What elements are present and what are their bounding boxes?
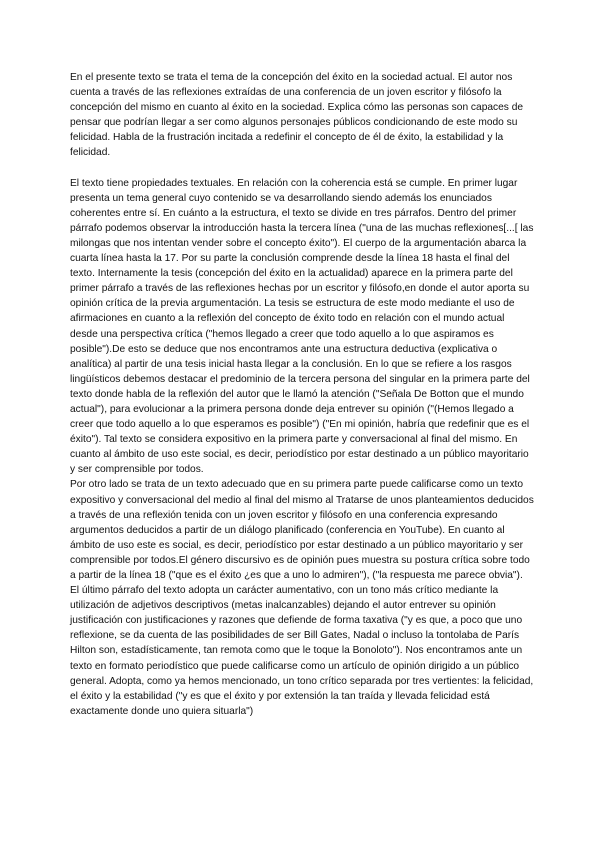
paragraph-spacer bbox=[70, 161, 534, 176]
paragraph-final-analysis: El último párrafo del texto adopta un carácter aumentativo, con un tono más crítico mediante la utilización de adjetivos descriptivos (metas inalcanzables) dejando el autor entrever su opinión justificación con justificaciones y razones que defiende de forma taxativa ("y es que, a poco que uno reflexione, se da cuenta de las posibilidades de ser Bill Gates, Nadal o incluso la tontolaba de París Hilton son, estadísticamente, tan remota como que le toque la Bonoloto"). Nos encontramos ante un texto en formato periodístico que puede calificarse como un artículo de opinión dirigido a un público general. Adopta, como ya hemos mencionado, un tono crítico separada por tres vertientes: la felicidad, el éxito y la estabilidad ("y es que el éxito y por extensión la tan traída y llevada felicidad está exactamente donde uno quiera situarla") bbox=[70, 585, 534, 717]
paragraph-textual-properties: El texto tiene propiedades textuales. En relación con la coherencia está se cumple. En primer lugar presenta un tema general cuyo contenido se va desarrollando siendo además los enunciados coherentes entre sí. En cuánto a la estructura, el texto se divide en tres párrafos. Dentro del primer párrafo podemos observar la introducción hasta la tercera línea ("una de las muchas reflexiones[...[ las milongas que nos intentan vender sobre el concepto éxito"). El cuerpo de la argumentación abarca la cuarta línea hasta la 17. Por su parte la conclusión comprende desde la línea 18 hasta el final del texto. Internamente la tesis (concepción del éxito en la actualidad) aparece en la primera parte del primer párrafo a través de las reflexiones hechas por un escritor y filósofo,en donde el autor aporta su opinión crítica de la previa argumentación. La tesis se estructura de este modo mediante el uso de afirmaciones en cuanto a la reflexión del concepto de éxito todo en relación con el mundo actual desde una perspectiva crítica ("hemos llegado a creer que todo aquello a lo que aspiramos es posible").De esto se deduce que nos encontramos ante una estructura deductiva (explicativa o analítica) al partir de una tesis inicial hasta llegar a la conclusión. En lo que se refiere a los rasgos lingüísticos debemos destacar el predominio de la tercera persona del singular en la primera parte del texto donde habla de la reflexión del autor que le llamó la atención ("Señala De Botton que el mundo actual"), para evolucionar a la primera persona donde deja entrever su opinión ("(Hemos llegado a creer que todo aquello a lo que esperamos es posible") ("En mi opinión, habría que redefinir que es el éxito"). Tal texto se considera expositivo en la primera parte y conversacional al final del mismo. En cuanto al ámbito de uso este social, es decir, periodístico por estar destinado a un público mayoritario y ser comprensible por todos. bbox=[70, 177, 534, 476]
paragraph-adequacy: Por otro lado se trata de un texto adecuado que en su primera parte puede calificarse como un texto expositivo y conversacional del medio al final del mismo al Tratarse de unos planteamientos deducidos a través de una reflexión tenida con un joven escritor y filósofo en una conferencia expresando argumentos deducidos a partir de un diálogo planificado (conferencia en YouTube). En cuanto al ámbito de uso este es social, es decir, periodístico por estar destinado a un público mayoritario y ser comprensible por todos.El género discursivo es de opinión pues muestra su postura crítica sobre todo a partir de la línea 18 ("que es el éxito ¿es que a uno lo admiren"), ("la respuesta me parece obvia"). bbox=[70, 479, 534, 581]
paragraph-summary: En el presente texto se trata el tema de la concepción del éxito en la sociedad actual. El autor nos cuenta a través de las reflexiones extraídas de una conferencia de un joven escritor y filósofo la concepción del mismo en cuanto al éxito en la sociedad. Explica cómo las personas son capaces de pensar que podrían llegar a ser como algunos personajes públicos condicionando de este modo su felicidad. Habla de la frustración incitada a redefinir el concepto de él de éxito, la estabilidad y la felicidad. bbox=[70, 72, 524, 159]
